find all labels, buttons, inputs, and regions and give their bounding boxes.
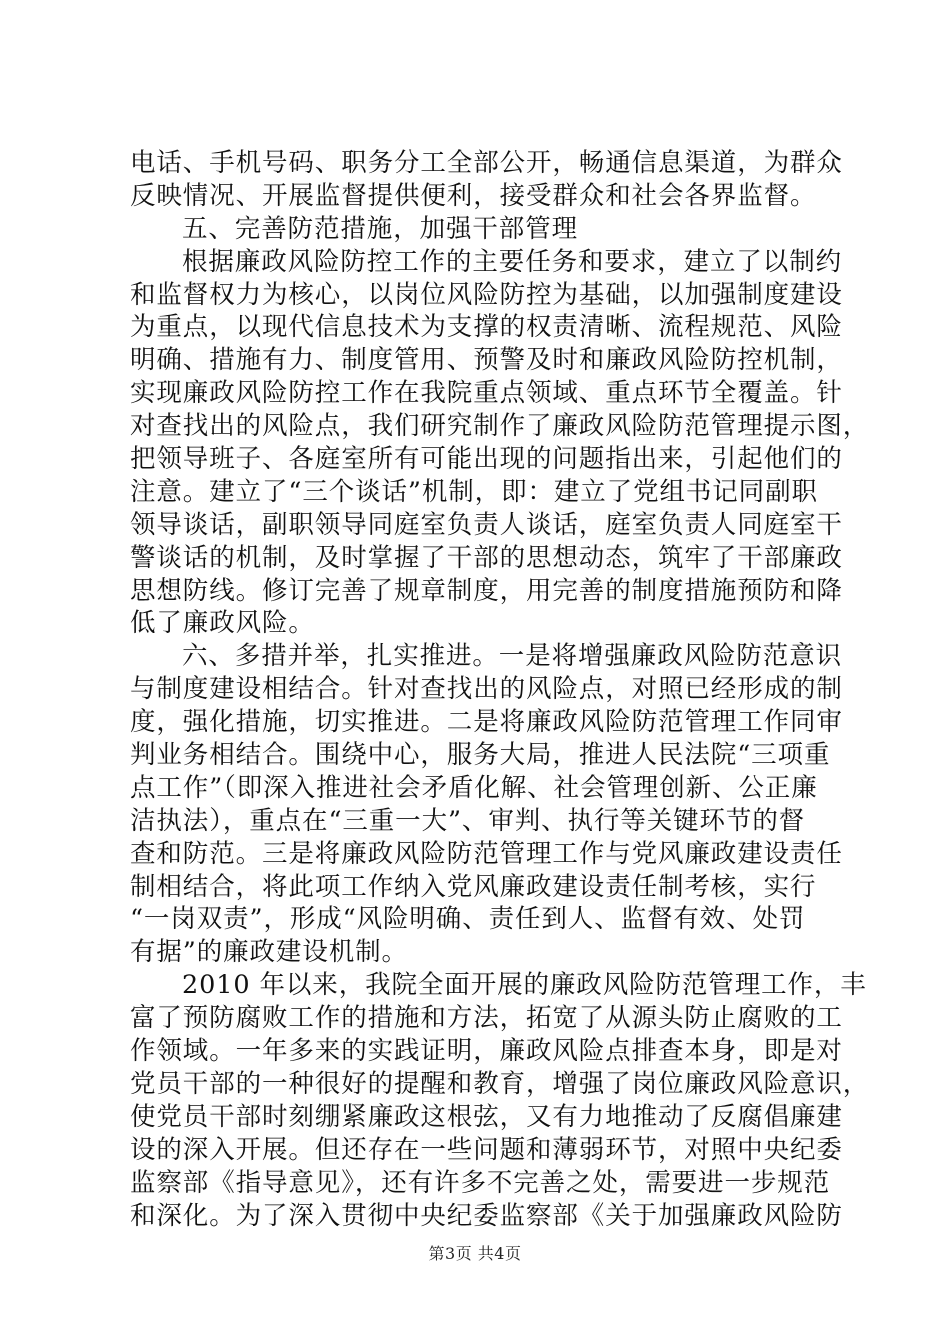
text-line: 查和防范。三是将廉政风险防范管理工作与党风廉政建设责任 [130,838,843,869]
text-line: 与制度建设相结合。针对查找出的风险点，对照已经形成的制 [130,674,843,705]
text-line: 六、多措并举，扎实推进。一是将增强廉政风险防范意识 [182,641,843,672]
text-line: 对查找出的风险点，我们研究制作了廉政风险防范管理提示图， [130,411,870,442]
text-line: 设的深入开展。但还存在一些问题和薄弱环节，对照中央纪委 [130,1134,843,1165]
document-body [130,147,870,1232]
text-line: 思想防线。修订完善了规章制度，用完善的制度措施预防和降 [130,575,843,606]
page-footer: 第3页 共4页 [428,1244,522,1263]
text-line: 2010 年以来，我院全面开展的廉政风险防范管理工作，丰 [182,970,867,1001]
text-line: 把领导班子、各庭室所有可能出现的问题指出来，引起他们的 [130,444,843,475]
text-line: 领导谈话，副职领导同庭室负责人谈话，庭室负责人同庭室干 [130,509,843,540]
text-line: 注意。建立了“三个谈话”机制，即：建立了党组书记同副职 [130,476,818,507]
text-line: “一岗双责”，形成“风险明确、责任到人、监督有效、处罚 [130,904,806,935]
text-line: 和深化。为了深入贯彻中央纪委监察部《关于加强廉政风险防 [130,1200,843,1231]
text-line: 监察部《指导意见》，还有许多不完善之处，需要进一步规范 [130,1167,831,1198]
text-line: 富了预防腐败工作的措施和方法，拓宽了从源头防止腐败的工 [130,1003,843,1034]
text-line: 和监督权力为核心，以岗位风险防控为基础，以加强制度建设 [130,279,843,310]
text-line: 低了廉政风险。 [130,608,315,639]
text-line: 洁执法），重点在“三重一大”、审判、执行等关键环节的督 [130,805,806,836]
text-line: 作领域。一年多来的实践证明，廉政风险点排查本身，即是对 [130,1036,843,1067]
text-line: 度，强化措施，切实推进。二是将廉政风险防范管理工作同审 [130,707,843,738]
text-line: 判业务相结合。围绕中心，服务大局，推进人民法院“三项重 [130,740,831,771]
text-line: 制相结合，将此项工作纳入党风廉政建设责任制考核，实行 [130,871,817,902]
text-line: 点工作”（即深入推进社会矛盾化解、社会管理创新、公正廉 [130,772,818,803]
text-line: 有据”的廉政建设机制。 [130,937,408,968]
text-line: 实现廉政风险防控工作在我院重点领域、重点环节全覆盖。针 [130,378,843,409]
text-line: 根据廉政风险防控工作的主要任务和要求，建立了以制约 [182,246,843,277]
text-line: 党员干部的一种很好的提醒和教育，增强了岗位廉政风险意识， [130,1068,870,1099]
text-line: 五、完善防范措施，加强干部管理 [182,213,579,244]
text-line: 反映情况、开展监督提供便利，接受群众和社会各界监督。 [130,180,817,211]
text-line: 为重点，以现代信息技术为支撑的权责清晰、流程规范、风险 [130,312,843,343]
text-line: 电话、手机号码、职务分工全部公开，畅通信息渠道，为群众 [130,148,843,178]
text-line: 警谈话的机制，及时掌握了干部的思想动态，筑牢了干部廉政 [130,542,843,573]
text-line: 使党员干部时刻绷紧廉政这根弦，又有力地推动了反腐倡廉建 [130,1101,843,1132]
text-line: 明确、措施有力、制度管用、预警及时和廉政风险防控机制， [130,345,843,376]
